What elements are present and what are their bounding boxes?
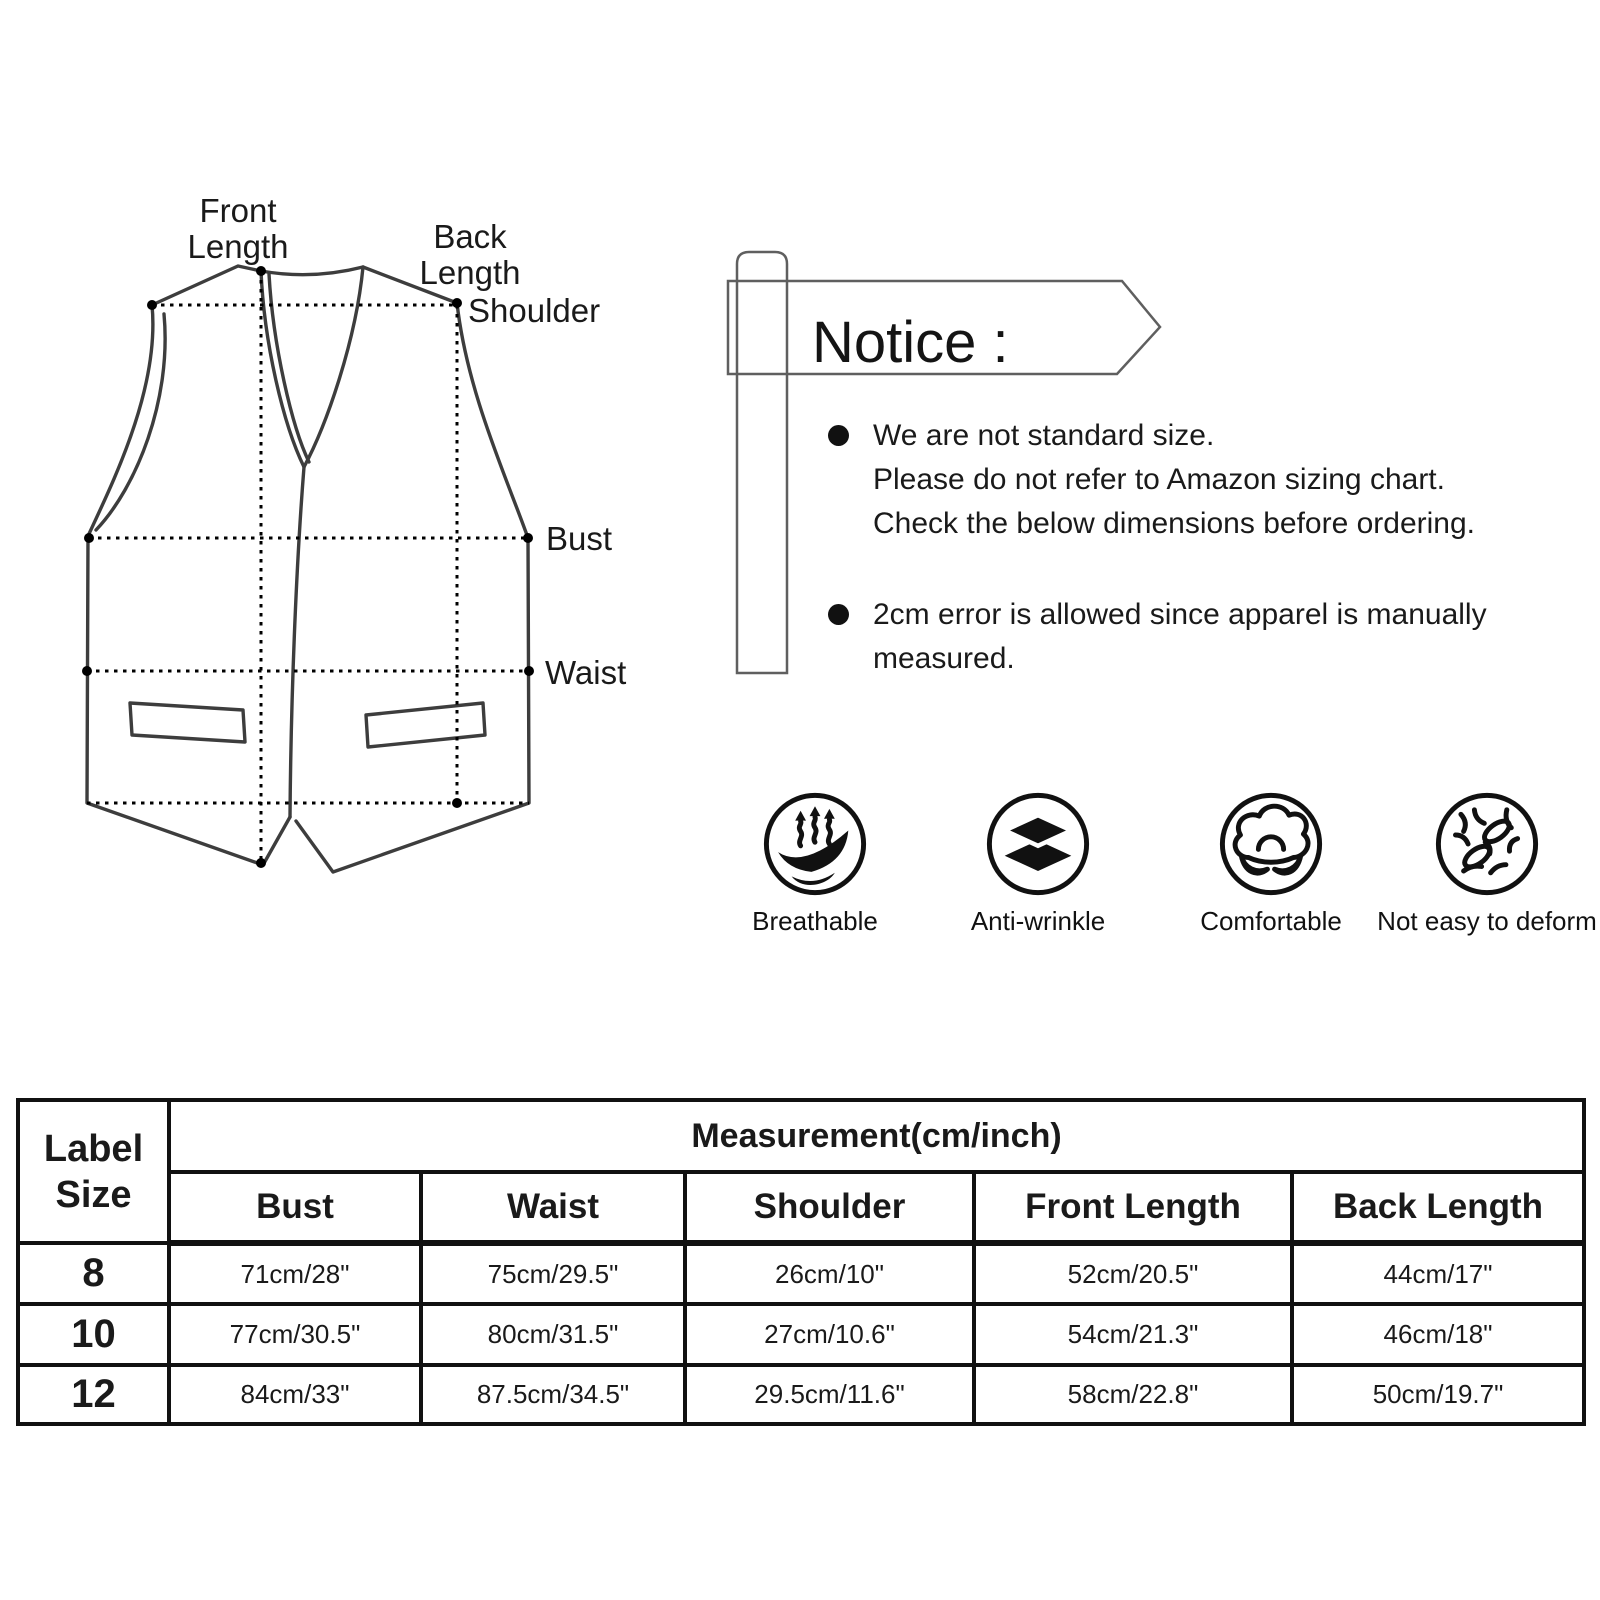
- front-length-label-line1: Front: [199, 192, 277, 229]
- notice-bullets: [828, 414, 1528, 681]
- feature-label: Comfortable: [1200, 906, 1342, 936]
- right-pocket: [366, 703, 485, 747]
- value-cell: 71cm/28": [169, 1243, 421, 1304]
- column-header-waist: Waist: [421, 1172, 685, 1243]
- vest-measurement-diagram: [40, 160, 660, 900]
- bust-label: Bust: [546, 520, 613, 557]
- notice-title: Notice :: [812, 310, 1009, 375]
- size-cell: 10: [18, 1304, 169, 1365]
- value-cell: 26cm/10": [685, 1243, 974, 1304]
- table-row-size-8: [18, 1243, 1584, 1304]
- table-row-size-10: [18, 1304, 1584, 1365]
- value-cell: 50cm/19.7": [1292, 1365, 1584, 1424]
- feature-anti-wrinkle: [928, 790, 1148, 936]
- notice-bullet-2-line2: measured.: [873, 642, 1015, 675]
- value-cell: 87.5cm/34.5": [421, 1365, 685, 1424]
- group-header-cell: Measurement(cm/inch): [169, 1100, 1584, 1172]
- bullet-dot-icon: [828, 425, 849, 446]
- feature-label: Anti-wrinkle: [970, 906, 1106, 936]
- size-cell: 12: [18, 1365, 169, 1424]
- value-cell: 44cm/17": [1292, 1243, 1584, 1304]
- vest-outline: [87, 266, 529, 872]
- shoulder-label: Shoulder: [468, 292, 601, 329]
- column-header-back-length: Back Length: [1292, 1172, 1584, 1243]
- breathable-icon: [761, 790, 869, 898]
- column-header-shoulder: Shoulder: [685, 1172, 974, 1243]
- waist-label: Waist: [545, 654, 627, 691]
- value-cell: 84cm/33": [169, 1365, 421, 1424]
- back-length-label-line2: Length: [419, 254, 521, 291]
- back-length-label-line1: Back: [433, 218, 507, 255]
- column-header-front-length: Front Length: [974, 1172, 1292, 1243]
- no-deform-icon: [1433, 790, 1541, 898]
- signpost-pole: [737, 252, 787, 673]
- feature-label: Breathable: [752, 906, 878, 936]
- notice-bullet-1-line1: We are not standard size.: [873, 419, 1215, 452]
- notice-bullet-2-line1: 2cm error is allowed since apparel is manually: [873, 598, 1487, 631]
- comfortable-icon: [1217, 790, 1325, 898]
- column-header-bust: Bust: [169, 1172, 421, 1243]
- value-cell: 29.5cm/11.6": [685, 1365, 974, 1424]
- value-cell: 75cm/29.5": [421, 1243, 685, 1304]
- notice-bullet-1-line3: Check the below dimensions before ordering.: [873, 507, 1476, 540]
- left-pocket: [130, 703, 245, 742]
- front-length-label-line2: Length: [187, 228, 289, 265]
- corner-header-cell: [18, 1100, 169, 1243]
- value-cell: 54cm/21.3": [974, 1304, 1292, 1365]
- value-cell: 58cm/22.8": [974, 1365, 1292, 1424]
- value-cell: 27cm/10.6": [685, 1304, 974, 1365]
- notice-bullet-1-line2: Please do not refer to Amazon sizing chart.: [873, 463, 1445, 496]
- corner-header-line1: Label: [43, 1127, 144, 1170]
- size-cell: 8: [18, 1243, 169, 1304]
- measurement-guide-lines: [87, 271, 529, 863]
- bullet-dot-icon: [828, 604, 849, 625]
- notice-bullet-1: [828, 414, 1528, 546]
- anti-wrinkle-icon: [984, 790, 1092, 898]
- notice-bullet-2: [828, 593, 1528, 681]
- table-row-size-12: [18, 1365, 1584, 1424]
- corner-header-line2: Size: [55, 1173, 132, 1216]
- feature-label: Not easy to deform: [1377, 906, 1597, 936]
- value-cell: 77cm/30.5": [169, 1304, 421, 1365]
- measurement-table: [16, 1098, 1586, 1426]
- feature-no-deform: [1377, 790, 1597, 936]
- value-cell: 52cm/20.5": [974, 1243, 1292, 1304]
- feature-comfortable: [1161, 790, 1381, 936]
- feature-breathable: [705, 790, 925, 936]
- value-cell: 46cm/18": [1292, 1304, 1584, 1365]
- value-cell: 80cm/31.5": [421, 1304, 685, 1365]
